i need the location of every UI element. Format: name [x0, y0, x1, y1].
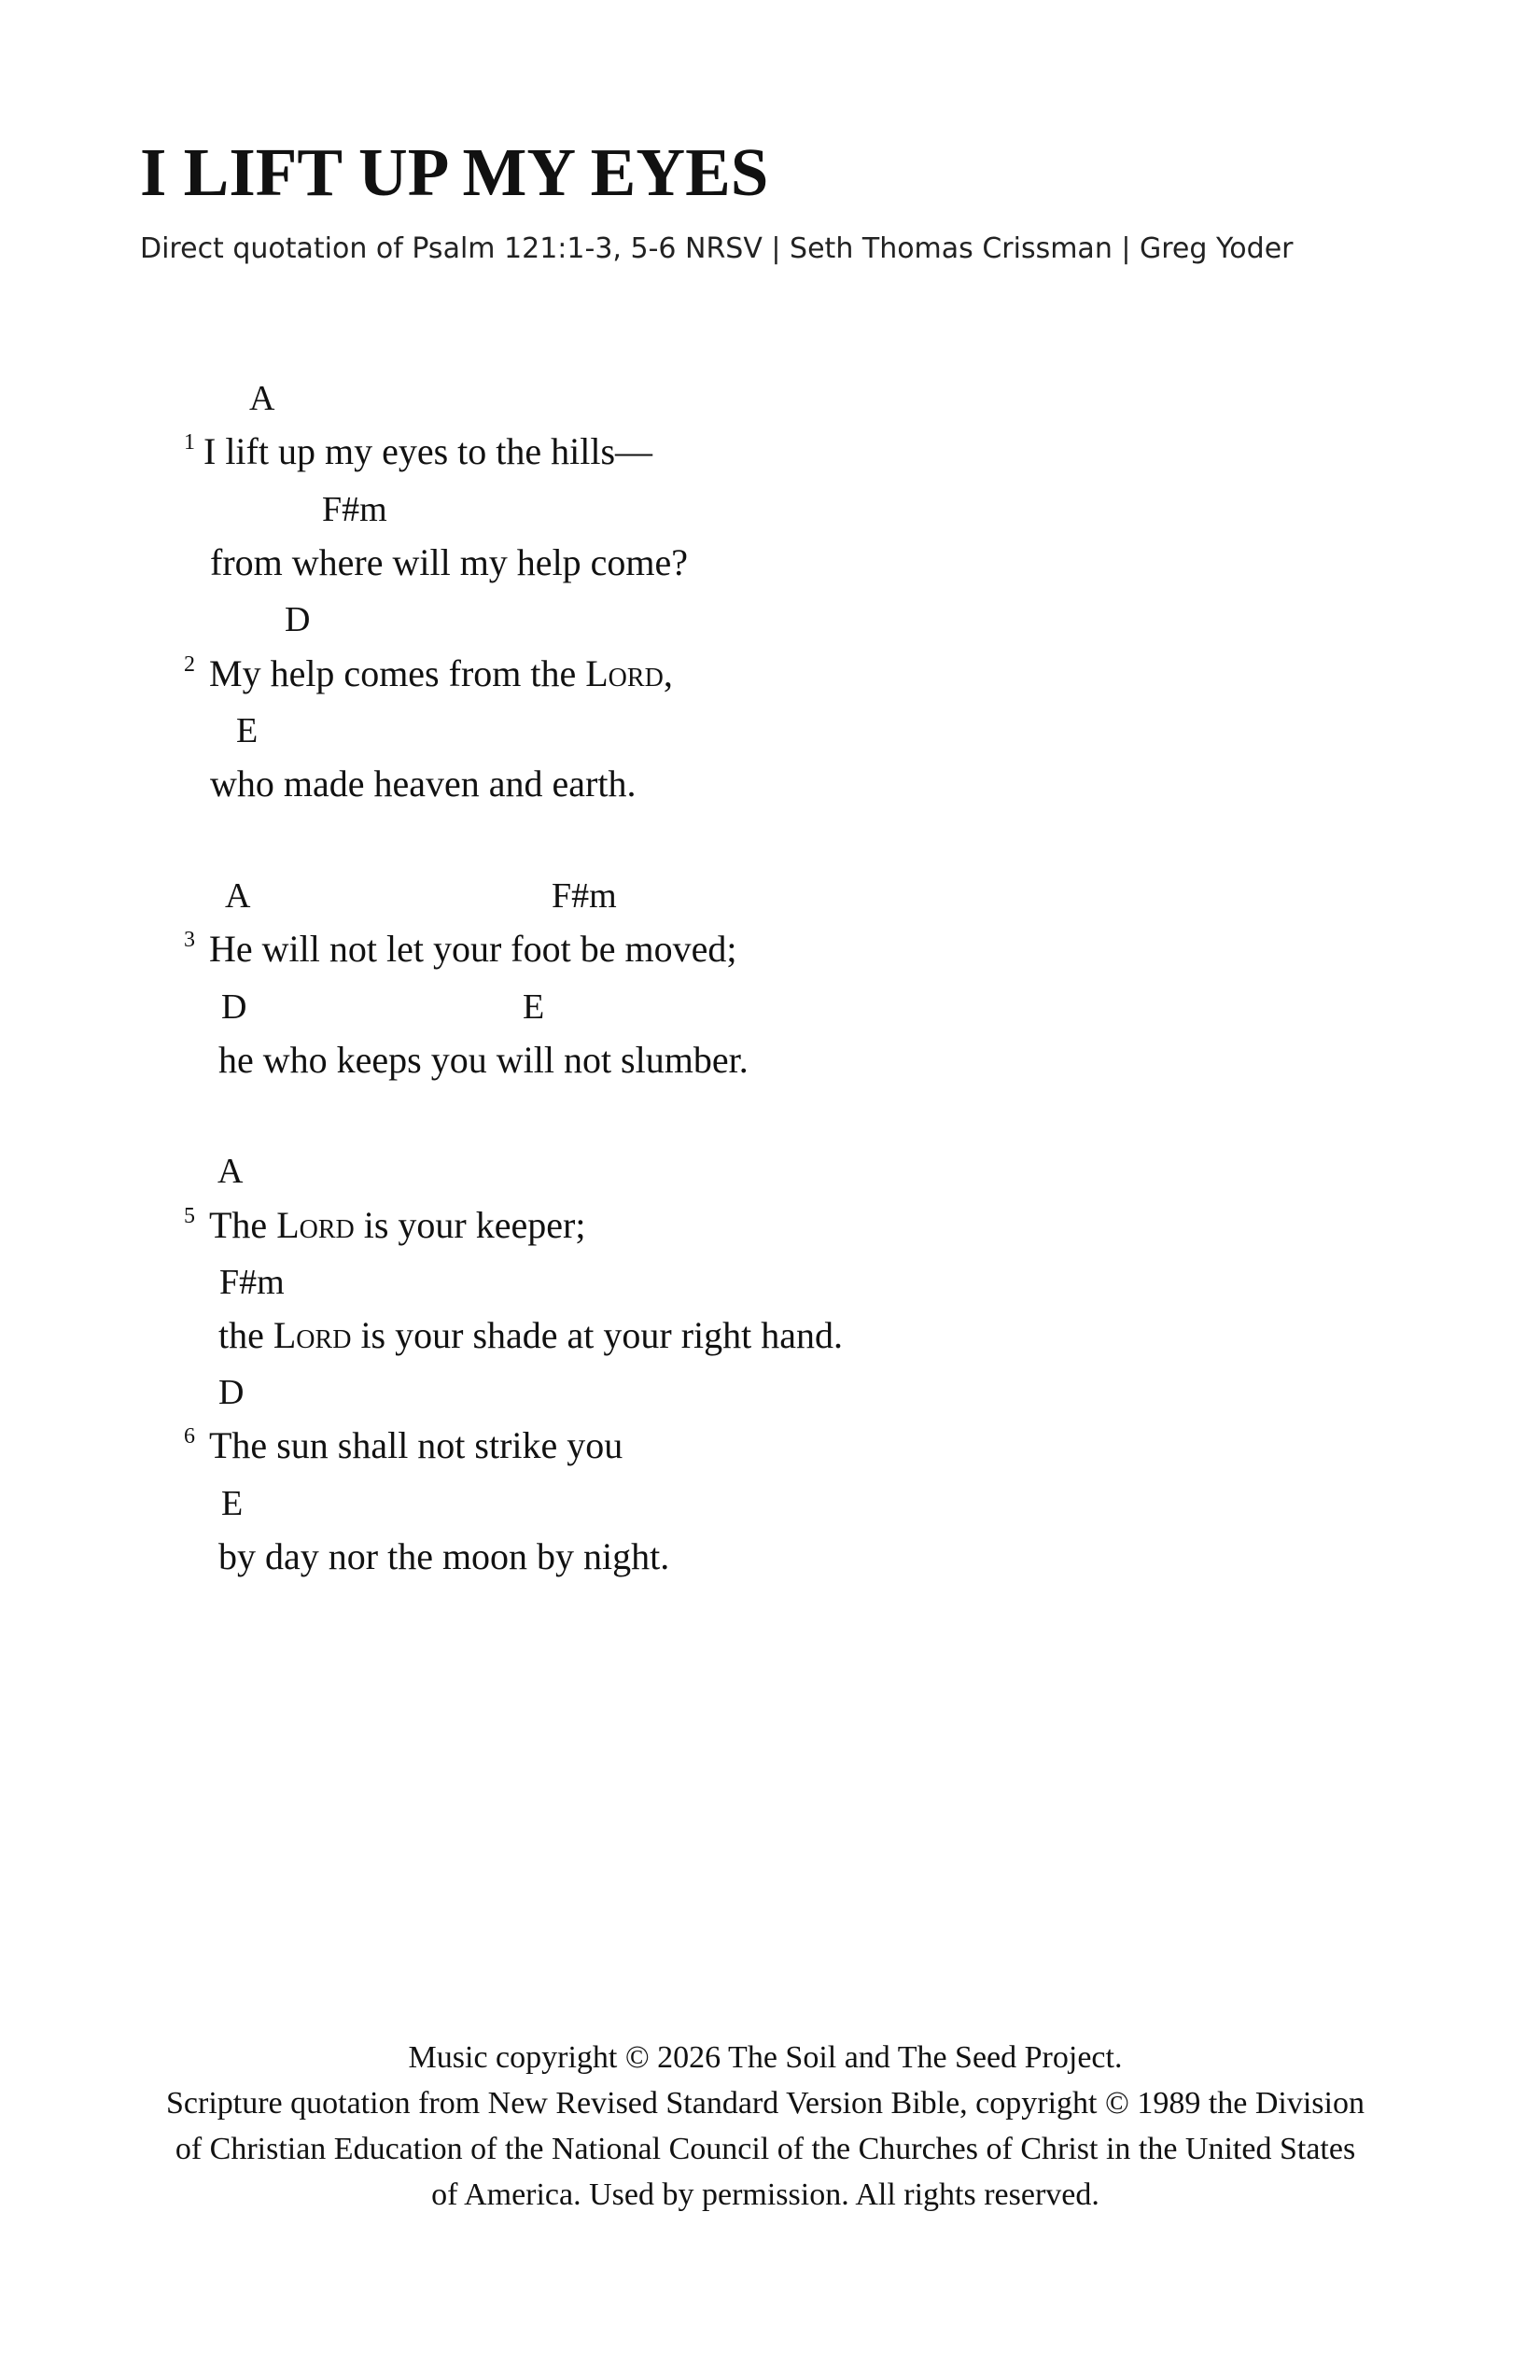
chord: A [249, 379, 275, 418]
lyric-text: is your keeper; [354, 1204, 586, 1246]
lyric-line [209, 1204, 586, 1246]
chord: F#m [552, 876, 617, 916]
lyric-text: My help comes from the [209, 652, 586, 694]
lyric-text: is your shade at your right hand. [351, 1314, 843, 1356]
lyric-line [218, 1314, 843, 1356]
chord: E [221, 1484, 244, 1523]
lyric-line: The sun shall not strike you [209, 1424, 623, 1466]
scripture-copyright-line: of Christian Education of the National Council of the Churches of Christ in the United States [175, 2132, 1356, 2166]
chord: D [285, 600, 311, 639]
chord: F#m [322, 490, 387, 529]
lyric-line: by day nor the moon by night. [218, 1535, 670, 1577]
lord-small-caps: Lord [585, 652, 664, 694]
verse-number: 3 [184, 928, 195, 952]
verse-number: 2 [184, 652, 195, 677]
chord: E [236, 711, 259, 750]
lyric-line: I lift up my eyes to the hills— [203, 430, 653, 472]
verse-number: 5 [184, 1204, 195, 1228]
song-title: I LIFT UP MY EYES [140, 134, 769, 210]
lyric-text: , [663, 652, 673, 694]
chord: A [225, 876, 251, 916]
lyric-line: he who keeps you will not slumber. [218, 1039, 749, 1081]
lyric-text: The [209, 1204, 277, 1246]
lyric-text: the [218, 1314, 273, 1356]
chord: D [218, 1373, 245, 1412]
chord: F#m [219, 1263, 285, 1302]
lord-small-caps: Lord [276, 1204, 355, 1246]
verse-number: 6 [184, 1424, 195, 1449]
lyric-line [209, 652, 673, 694]
copyright-footer [131, 2035, 1400, 2218]
scripture-copyright-line: Scripture quotation from New Revised Standard Version Bible, copyright © 1989 the Division [166, 2086, 1365, 2121]
song-credits: Direct quotation of Psalm 121:1-3, 5-6 NRSV | Seth Thomas Crissman | Greg Yoder [140, 232, 1294, 265]
music-copyright: Music copyright © 2026 The Soil and The Seed Project. [408, 2040, 1123, 2075]
lyric-line: from where will my help come? [210, 541, 689, 583]
lyric-line: He will not let your foot be moved; [209, 928, 737, 970]
verse-number: 1 [184, 430, 195, 455]
lyric-line: who made heaven and earth. [210, 763, 637, 805]
chord: E [523, 987, 545, 1027]
chord: A [217, 1152, 244, 1191]
scripture-copyright-line: of America. Used by permission. All rights reserved. [431, 2177, 1099, 2212]
chord: D [221, 987, 247, 1027]
lord-small-caps: Lord [273, 1314, 352, 1356]
